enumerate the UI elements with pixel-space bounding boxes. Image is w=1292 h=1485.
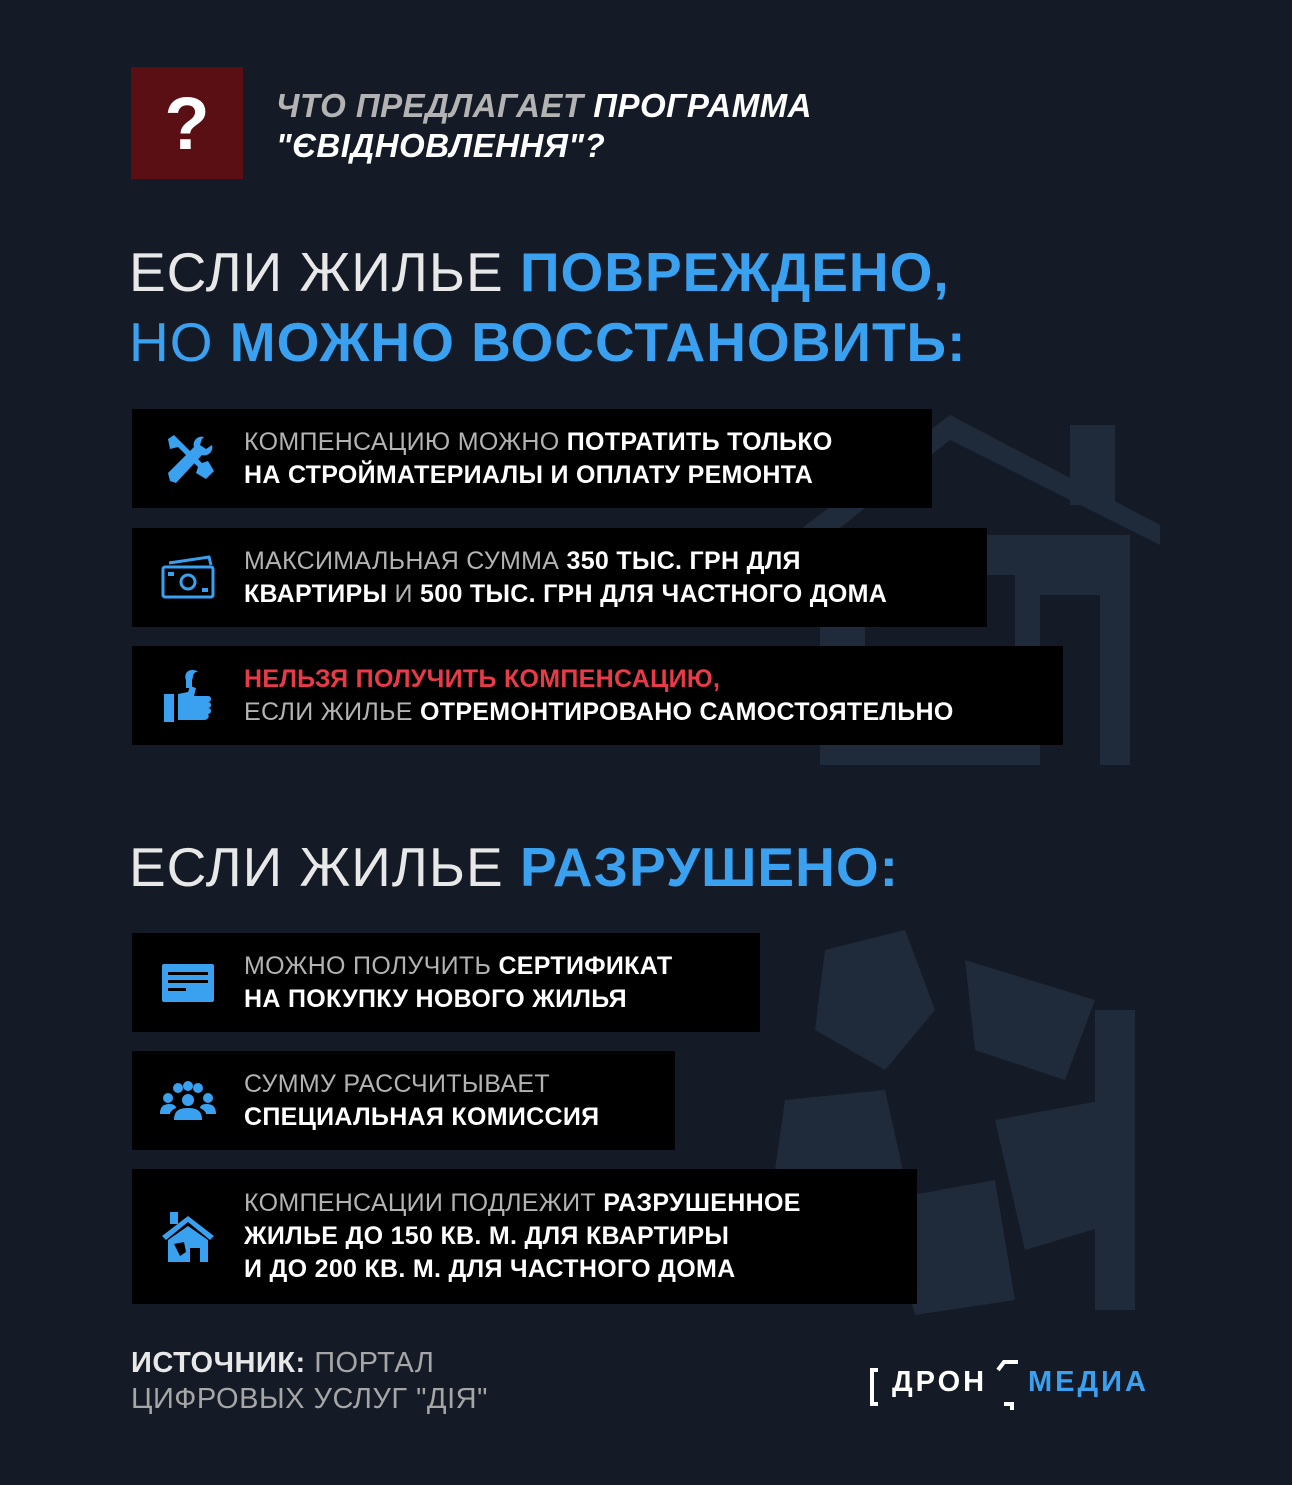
card1-line2-bold: НА СТРОЙМАТЕРИАЛЫ И ОПЛАТУ РЕМОНТА <box>244 460 814 489</box>
card4-line1-bold: СЕРТИФИКАТ <box>498 951 673 980</box>
card2-line2-bold-a: КВАРТИРЫ <box>244 579 388 608</box>
card3-line2-bold: ОТРЕМОНТИРОВАНО САМОСТОЯТЕЛЬНО <box>420 697 954 726</box>
card3-line1-red: НЕЛЬЗЯ ПОЛУЧИТЬ КОМПЕНСАЦИЮ, <box>244 664 721 693</box>
title-line2: "ЄВІДНОВЛЕННЯ"? <box>276 127 606 164</box>
source-note <box>131 1345 488 1417</box>
logo-dron: ДРОН <box>892 1366 988 1398</box>
source-text2: ЦИФРОВЫХ УСЛУГ "ДІЯ" <box>131 1383 488 1415</box>
info-card-certificate <box>132 933 760 1032</box>
card5-line2-bold: СПЕЦИАЛЬНАЯ КОМИССИЯ <box>244 1102 600 1131</box>
section1-line2-part2: МОЖНО ВОССТАНОВИТЬ: <box>229 311 967 373</box>
card6-line1-bold: РАЗРУШЕННОЕ <box>603 1189 801 1217</box>
repair-hand-icon <box>132 668 244 724</box>
info-card-commission <box>132 1051 675 1150</box>
card6-line3-bold: И ДО 200 КВ. М. ДЛЯ ЧАСТНОГО ДОМА <box>244 1255 736 1283</box>
section-damaged-heading <box>129 237 966 377</box>
section2-part2: РАЗРУШЕНО: <box>519 836 899 898</box>
section2-part1: ЕСЛИ ЖИЛЬЕ <box>129 836 520 898</box>
dron-media-logo <box>870 1352 1170 1416</box>
group-icon <box>132 1080 244 1122</box>
card6-line2-bold: ЖИЛЬЕ ДО 150 КВ. М. ДЛЯ КВАРТИРЫ <box>244 1222 730 1250</box>
tools-icon <box>132 431 244 487</box>
section-destroyed-heading <box>129 832 899 902</box>
page-title <box>276 86 812 166</box>
card2-line2-bold-b: 500 ТЫС. ГРН ДЛЯ ЧАСТНОГО ДОМА <box>420 579 888 608</box>
card4-line2-bold: НА ПОКУПКУ НОВОГО ЖИЛЬЯ <box>244 984 627 1013</box>
card3-line2-muted: ЕСЛИ ЖИЛЬЕ <box>244 697 421 726</box>
card6-line1-muted: КОМПЕНСАЦИИ ПОДЛЕЖИТ <box>244 1189 604 1217</box>
section1-line1-part1: ЕСЛИ ЖИЛЬЕ <box>129 241 520 303</box>
title-part1: ЧТО ПРЕДЛАГАЕТ <box>276 87 594 124</box>
question-mark-icon: ? <box>164 81 210 165</box>
section1-line2-part1: НО <box>129 311 230 373</box>
logo-media: МЕДИА <box>1028 1366 1149 1398</box>
section1-line1-part2: ПОВРЕЖДЕНО, <box>519 241 950 303</box>
card1-line1-muted: КОМПЕНСАЦИЮ МОЖНО <box>244 427 567 456</box>
card5-line1-muted: СУММУ РАССЧИТЫВАЕТ <box>244 1069 550 1098</box>
title-part2: ПРОГРАММА <box>593 87 813 124</box>
info-card-spend <box>132 409 932 508</box>
card1-line1-bold: ПОТРАТИТЬ ТОЛЬКО <box>566 427 833 456</box>
source-label: ИСТОЧНИК: <box>131 1347 306 1379</box>
question-mark-box <box>131 67 243 179</box>
card4-line1-muted: МОЖНО ПОЛУЧИТЬ <box>244 951 499 980</box>
card2-line2-muted: И <box>387 579 421 608</box>
source-text1: ПОРТАЛ <box>305 1347 435 1379</box>
info-card-area-limit <box>132 1169 917 1304</box>
info-card-max-sum <box>132 528 987 627</box>
card2-line1-bold: 350 ТЫС. ГРН ДЛЯ <box>566 546 801 575</box>
card2-line1-muted: МАКСИМАЛЬНАЯ СУММА <box>244 546 567 575</box>
certificate-icon <box>132 963 244 1003</box>
money-icon <box>132 555 244 601</box>
info-card-no-compensation <box>132 646 1063 745</box>
destroyed-house-icon <box>132 1210 244 1264</box>
